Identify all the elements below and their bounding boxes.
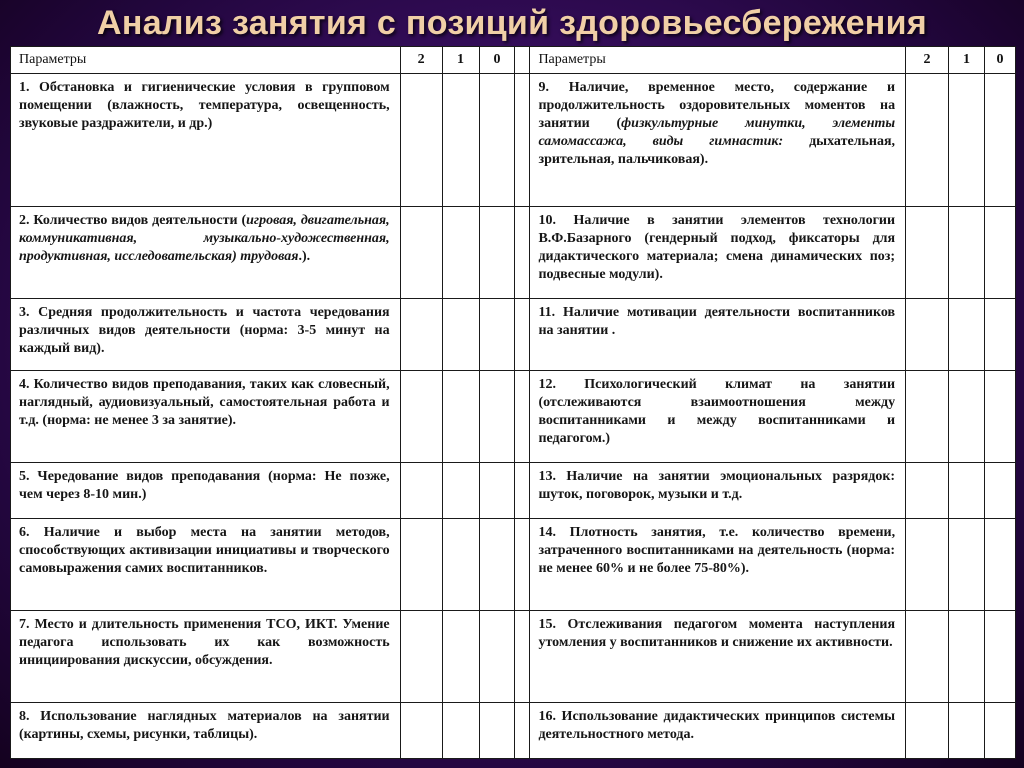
table-header-row — [11, 47, 1016, 74]
column-gap — [515, 207, 530, 299]
param-7-score-1-cell[interactable] — [442, 611, 479, 703]
param-1-score-2-cell[interactable] — [400, 74, 442, 207]
param-2-score-2-cell[interactable] — [400, 207, 442, 299]
param-8-score-0-cell[interactable] — [479, 703, 515, 759]
analysis-table — [10, 46, 1016, 759]
param-1-score-1-cell[interactable] — [442, 74, 479, 207]
param-14-score-2-cell[interactable] — [906, 519, 949, 611]
param-10-text: 10. Наличие в занятии элементов технологии В.Ф.Базарного (гендерный подход, фиксаторы для дидактического материала; смена динамических поз; подвесные модули). — [530, 207, 906, 299]
param-10-score-2-cell[interactable] — [906, 207, 949, 299]
param-2-main: 2. Количество видов деятельности ( — [19, 213, 247, 228]
param-10-score-0-cell[interactable] — [984, 207, 1015, 299]
param-4-score-2-cell[interactable] — [400, 371, 442, 463]
param-9-tail: дыхательная, зрительная, пальчиковая). — [538, 134, 896, 167]
param-14-score-0-cell[interactable] — [984, 519, 1015, 611]
param-6-score-2-cell[interactable] — [400, 519, 442, 611]
param-2-italic: игровая, двигательная, коммуникативная, музыкально-художественная, продуктивная, исследовательская) трудовая — [19, 213, 390, 264]
column-gap — [515, 299, 530, 371]
column-gap — [515, 47, 530, 74]
param-14-score-1-cell[interactable] — [949, 519, 985, 611]
param-2-score-0-cell[interactable] — [479, 207, 515, 299]
param-6-text: 6. Наличие и выбор места на занятии методов, способствующих активизации инициативы и творческого самовыражения самих воспитанников. — [11, 519, 401, 611]
param-15-text: 15. Отслеживания педагогом момента наступления утомления у воспитанников и снижение их активности. — [530, 611, 906, 703]
param-9-italic: физкультурные минутки, элементы самомассажа, виды гимнастик: — [538, 116, 896, 149]
param-9-score-1-cell[interactable] — [949, 74, 985, 207]
left-params-header: Параметры — [11, 47, 401, 74]
right-score-1-header: 1 — [949, 47, 985, 74]
param-11-score-0-cell[interactable] — [984, 299, 1015, 371]
column-gap — [515, 611, 530, 703]
column-gap — [515, 703, 530, 759]
param-16-score-0-cell[interactable] — [984, 703, 1015, 759]
param-2-tail: .). — [298, 249, 311, 264]
left-score-2-header: 2 — [400, 47, 442, 74]
column-gap — [515, 519, 530, 611]
param-9-score-0-cell[interactable] — [984, 74, 1015, 207]
param-1-text: 1. Обстановка и гигиенические условия в групповом помещении (влажность, температура, освещенность, звуковые раздражители, и др.) — [11, 74, 401, 207]
table-row — [11, 463, 1016, 519]
param-12-text: 12. Психологический климат на занятии (отслеживаются взаимоотношения между воспитанниками и между воспитанниками и педагогом.) — [530, 371, 906, 463]
param-13-score-1-cell[interactable] — [949, 463, 985, 519]
document-sheet — [10, 46, 1016, 756]
right-params-header: Параметры — [530, 47, 906, 74]
param-13-score-2-cell[interactable] — [906, 463, 949, 519]
table-row — [11, 611, 1016, 703]
param-11-score-1-cell[interactable] — [949, 299, 985, 371]
param-10-score-1-cell[interactable] — [949, 207, 985, 299]
param-13-score-0-cell[interactable] — [984, 463, 1015, 519]
param-3-score-0-cell[interactable] — [479, 299, 515, 371]
param-12-score-2-cell[interactable] — [906, 371, 949, 463]
param-13-text: 13. Наличие на занятии эмоциональных разрядок: шуток, поговорок, музыки и т.д. — [530, 463, 906, 519]
table-row — [11, 207, 1016, 299]
param-5-score-2-cell[interactable] — [400, 463, 442, 519]
param-8-text: 8. Использование наглядных материалов на занятии (картины, схемы, рисунки, таблицы). — [11, 703, 401, 759]
right-score-2-header: 2 — [906, 47, 949, 74]
table-row — [11, 74, 1016, 207]
param-12-score-1-cell[interactable] — [949, 371, 985, 463]
param-9-text — [530, 74, 906, 207]
table-row — [11, 299, 1016, 371]
param-14-text: 14. Плотность занятия, т.е. количество времени, затраченного воспитанниками на деятельность (норма: не менее 60% и не более 75-80%). — [530, 519, 906, 611]
param-4-score-0-cell[interactable] — [479, 371, 515, 463]
param-9-main: 9. Наличие, временное место, содержание и продолжительность оздоровительных моментов на занятии ( — [538, 80, 896, 131]
param-5-text: 5. Чередование видов преподавания (норма: Не позже, чем через 8-10 мин.) — [11, 463, 401, 519]
param-11-score-2-cell[interactable] — [906, 299, 949, 371]
param-5-score-0-cell[interactable] — [479, 463, 515, 519]
param-11-text: 11. Наличие мотивации деятельности воспитанников на занятии . — [530, 299, 906, 371]
param-16-score-2-cell[interactable] — [906, 703, 949, 759]
right-score-0-header: 0 — [984, 47, 1015, 74]
table-row — [11, 703, 1016, 759]
param-15-score-0-cell[interactable] — [984, 611, 1015, 703]
param-9-score-2-cell[interactable] — [906, 74, 949, 207]
table-row — [11, 371, 1016, 463]
param-12-score-0-cell[interactable] — [984, 371, 1015, 463]
param-7-score-2-cell[interactable] — [400, 611, 442, 703]
left-score-1-header: 1 — [442, 47, 479, 74]
param-16-score-1-cell[interactable] — [949, 703, 985, 759]
param-2-text — [11, 207, 401, 299]
table-row — [11, 519, 1016, 611]
param-2-score-1-cell[interactable] — [442, 207, 479, 299]
param-7-text: 7. Место и длительность применения ТСО, ИКТ. Умение педагога использовать их как возможность инициирования дискуссии, обсуждения. — [11, 611, 401, 703]
param-8-score-2-cell[interactable] — [400, 703, 442, 759]
param-4-text: 4. Количество видов преподавания, таких как словесный, наглядный, аудиовизуальный, самостоятельная работа и т.д. (норма: не менее 3 за занятие). — [11, 371, 401, 463]
column-gap — [515, 371, 530, 463]
param-3-text: 3. Средняя продолжительность и частота чередования различных видов деятельности (норма: 3-5 минут на каждый вид). — [11, 299, 401, 371]
slide-title: Анализ занятия с позиций здоровьесбережения — [97, 4, 927, 42]
left-score-0-header: 0 — [479, 47, 515, 74]
param-15-score-1-cell[interactable] — [949, 611, 985, 703]
param-3-score-1-cell[interactable] — [442, 299, 479, 371]
column-gap — [515, 463, 530, 519]
param-7-score-0-cell[interactable] — [479, 611, 515, 703]
param-5-score-1-cell[interactable] — [442, 463, 479, 519]
param-4-score-1-cell[interactable] — [442, 371, 479, 463]
column-gap — [515, 74, 530, 207]
param-16-text: 16. Использование дидактических принципов системы деятельностного метода. — [530, 703, 906, 759]
param-8-score-1-cell[interactable] — [442, 703, 479, 759]
param-15-score-2-cell[interactable] — [906, 611, 949, 703]
param-6-score-0-cell[interactable] — [479, 519, 515, 611]
param-6-score-1-cell[interactable] — [442, 519, 479, 611]
param-1-score-0-cell[interactable] — [479, 74, 515, 207]
param-3-score-2-cell[interactable] — [400, 299, 442, 371]
